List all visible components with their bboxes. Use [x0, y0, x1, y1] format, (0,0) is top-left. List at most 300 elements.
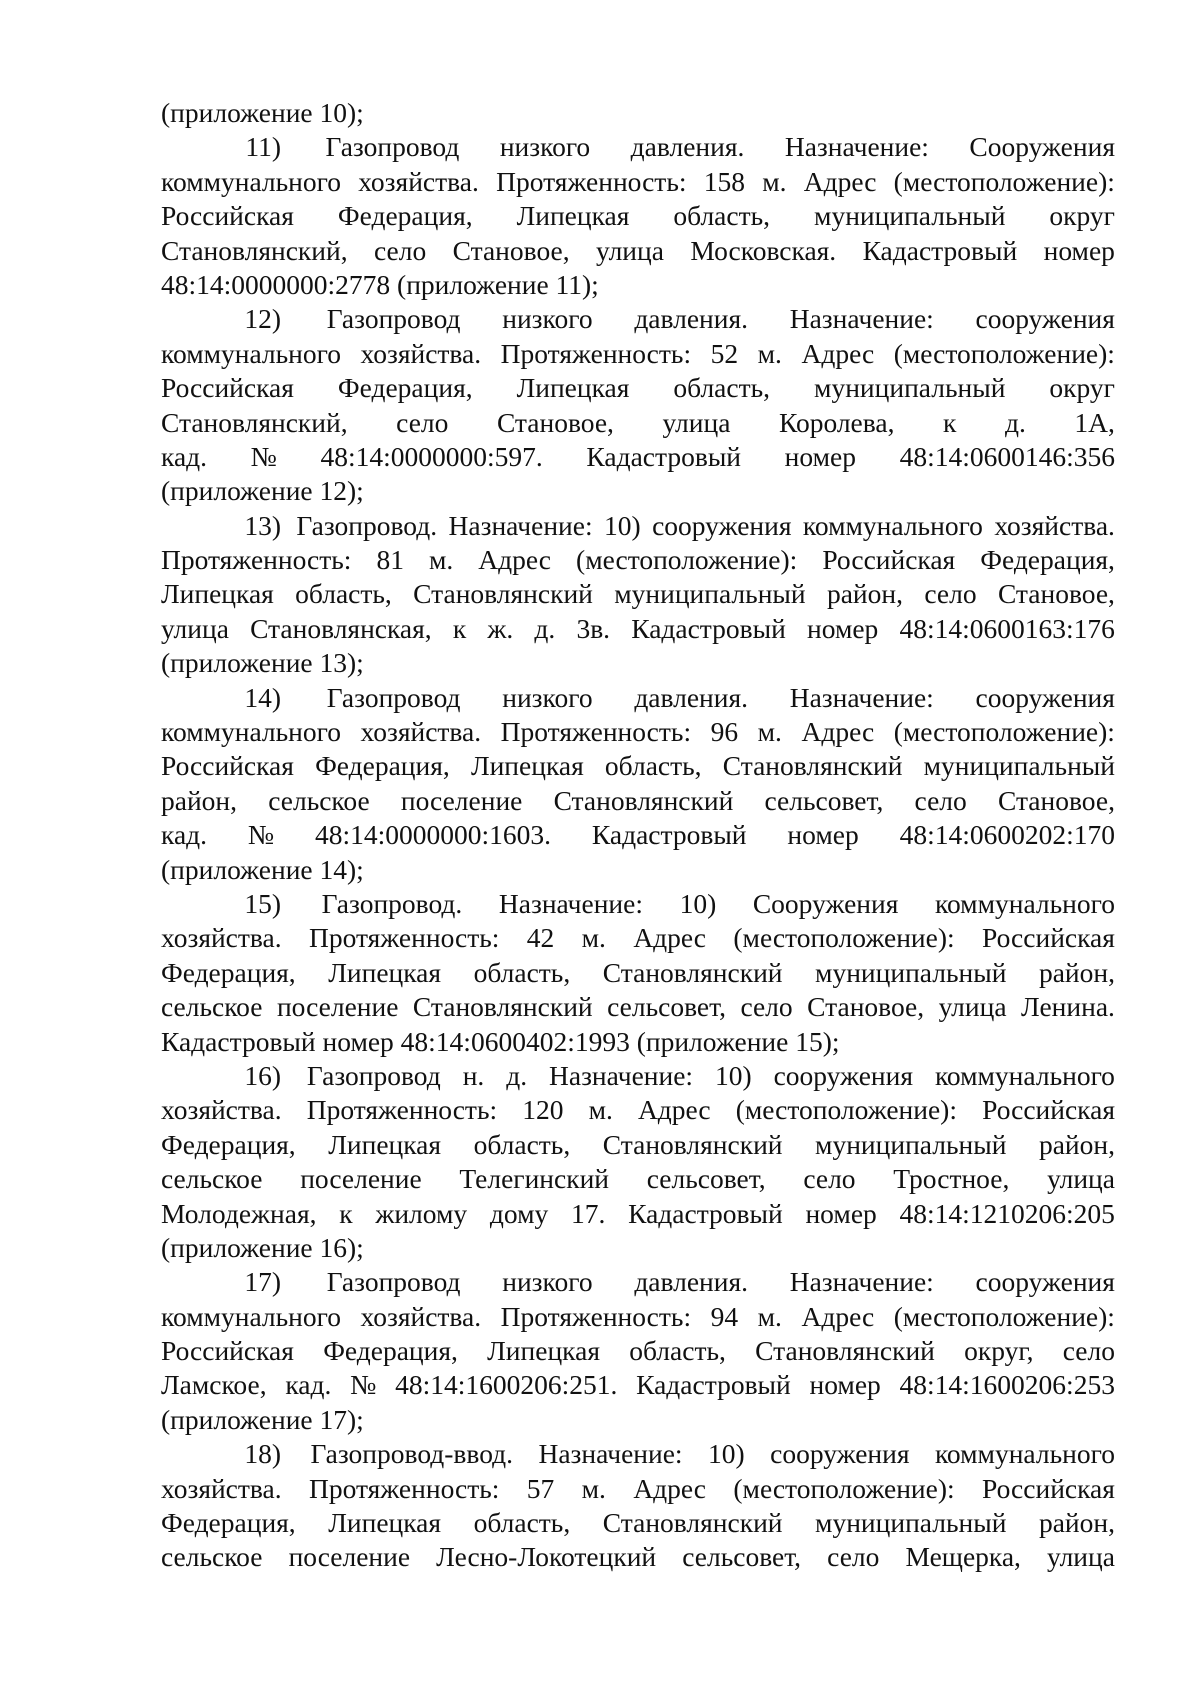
word: хозяйства. [161, 1094, 282, 1126]
word: хозяйства. [161, 922, 282, 954]
word: коммунального [934, 887, 1115, 919]
text-line [161, 749, 1115, 783]
line-text: 48:14:0000000:2778 (приложение 11); [161, 268, 599, 300]
word: (местоположение): [893, 1300, 1115, 1332]
word: м. [757, 1300, 782, 1332]
word: муниципальный [815, 956, 1007, 988]
text-line [161, 818, 1115, 852]
word: Молодежная, [161, 1197, 317, 1229]
text-line [161, 406, 1115, 440]
word: Адрес [801, 716, 875, 748]
word: сельсовет, [607, 991, 726, 1023]
text-line [161, 646, 1115, 680]
word: муниципальный [815, 1507, 1007, 1539]
line-content [236, 509, 1115, 543]
line-content [161, 1368, 1115, 1402]
word: 10) [715, 1059, 752, 1091]
line-content [161, 921, 1115, 955]
text-line [161, 1300, 1115, 1334]
word: номер [807, 612, 879, 644]
word: Становлянский [413, 578, 593, 610]
word: Лесно-Локотецкий [436, 1541, 657, 1573]
word: село [803, 1163, 856, 1195]
word: Становлянский [412, 991, 593, 1023]
word: 1А, [1074, 406, 1115, 438]
word: сельское [161, 1163, 263, 1195]
line-content [161, 1093, 1115, 1127]
word: 10) [679, 887, 717, 919]
word: улица [596, 234, 664, 266]
word: район, [1038, 1507, 1115, 1539]
word: коммунального [934, 1059, 1115, 1091]
word: область, [473, 956, 571, 988]
word: село [924, 578, 977, 610]
word: Становлянский, [161, 406, 348, 438]
list-item-start-line [161, 1437, 1115, 1471]
word: № [247, 819, 275, 851]
word: кад. [161, 819, 208, 851]
text-line [161, 784, 1115, 818]
text-line [161, 612, 1115, 646]
line-content [161, 1334, 1115, 1368]
word: область, [473, 1128, 571, 1160]
text-line [161, 1368, 1115, 1402]
word: коммунального [161, 165, 341, 197]
text-line [161, 853, 1115, 887]
line-text: (приложение 10); [161, 97, 364, 128]
word: м. [428, 544, 454, 576]
word: Липецкая [516, 372, 630, 404]
word: Российская [982, 1094, 1115, 1126]
word: сельское [161, 1541, 263, 1573]
word: к [339, 1197, 353, 1229]
word: Протяженность: [500, 716, 692, 748]
word: Федерация, [337, 200, 473, 232]
line-content [161, 956, 1115, 990]
word: к [452, 612, 467, 644]
text-line [161, 440, 1115, 474]
text-line [161, 165, 1115, 199]
line-content [161, 1472, 1115, 1506]
item-number: 18) [244, 1438, 281, 1470]
word: Российская [822, 544, 956, 576]
word: Российская [161, 372, 294, 404]
word: Газопровод [325, 131, 460, 163]
word: Становлянский [722, 750, 903, 782]
word: Становое, [997, 784, 1115, 816]
word: 120 [522, 1094, 564, 1126]
list-item-start-line [161, 1059, 1115, 1093]
text-line [161, 577, 1115, 611]
word: 158 [703, 165, 745, 197]
line-text: (приложение 16); [161, 1231, 364, 1263]
text-line [161, 1403, 1115, 1437]
word: кад. [285, 1369, 332, 1401]
word: (местоположение): [733, 922, 955, 954]
word: 10) [708, 1438, 745, 1470]
word: давления. [634, 1266, 749, 1298]
word: м. [581, 922, 606, 954]
line-content [161, 784, 1115, 818]
word: Протяженность: [496, 165, 687, 197]
word: Мещерка, [905, 1541, 1021, 1573]
word: Федерация, [315, 750, 450, 782]
word: 17. [571, 1197, 606, 1229]
line-content [236, 302, 1115, 336]
word: номер [787, 819, 859, 851]
list-item-start-line [161, 509, 1115, 543]
word: сооружения [975, 1266, 1115, 1298]
line-content [161, 1300, 1115, 1334]
text-line [161, 990, 1115, 1024]
word: номер [1043, 234, 1115, 266]
item-number: 12) [244, 303, 281, 335]
item-number: 16) [244, 1059, 281, 1091]
word: м. [762, 165, 787, 197]
word: Липецкая [328, 956, 442, 988]
word: улица [662, 406, 731, 438]
word: коммунального [161, 337, 341, 369]
word: м. [757, 337, 782, 369]
word: сооружения [975, 303, 1115, 335]
word: Липецкая [328, 1507, 442, 1539]
word: Федерация, [980, 544, 1115, 576]
word: сооружения [652, 509, 792, 541]
word: 48:14:1210206:205 [899, 1197, 1115, 1229]
word: Сооружения [969, 131, 1115, 163]
text-line [161, 921, 1115, 955]
line-content [236, 1059, 1115, 1093]
word: коммунального [161, 1300, 341, 1332]
word: Ленина. [1021, 991, 1115, 1023]
word: д. [506, 1059, 528, 1091]
word: Становлянский [553, 784, 734, 816]
word: Ламское, [161, 1369, 267, 1401]
word: Федерация, [161, 1507, 296, 1539]
word: давления. [630, 131, 745, 163]
word: Газопровод [326, 303, 461, 335]
word: Адрес [801, 337, 875, 369]
word: н. [462, 1059, 485, 1091]
word: Адрес [478, 544, 551, 576]
line-content [236, 681, 1115, 715]
line-content [161, 1197, 1115, 1231]
word: улица [938, 991, 1007, 1023]
text-line [161, 1506, 1115, 1540]
text-line [161, 1540, 1115, 1574]
word: Российская [161, 200, 294, 232]
word: № [250, 440, 277, 472]
word: Становое, [452, 234, 570, 266]
word: Газопровод [326, 1266, 461, 1298]
text-line [161, 96, 1115, 130]
word: 42 [526, 922, 555, 954]
word: Газопровод [306, 1059, 441, 1091]
word: муниципальный [814, 372, 1006, 404]
word: 3в. [576, 612, 611, 644]
line-content [161, 1128, 1115, 1162]
word: улица [1047, 1163, 1115, 1195]
word: давления. [634, 303, 749, 335]
word: область, [629, 1335, 726, 1367]
word: сельсовет, [682, 1541, 802, 1573]
line-content [161, 1025, 1115, 1059]
word: (местоположение): [733, 1472, 955, 1504]
text-line [161, 1162, 1115, 1196]
word: 94 [710, 1300, 739, 1332]
text-line [161, 543, 1115, 577]
word: м. [581, 1472, 606, 1504]
word: Адрес [803, 165, 877, 197]
word: Назначение: [789, 303, 934, 335]
line-content [161, 199, 1115, 233]
list-item-start-line [161, 1265, 1115, 1299]
word: дому [489, 1197, 549, 1229]
list-item-start-line [161, 130, 1115, 164]
word: Кадастровый [591, 819, 747, 851]
word: Становое, [496, 406, 614, 438]
word: № [350, 1369, 377, 1401]
word: Протяженность: [161, 544, 352, 576]
word: округ, [964, 1335, 1034, 1367]
line-content [161, 268, 1115, 302]
line-content [161, 543, 1115, 577]
word: округ [1049, 372, 1115, 404]
word: Липецкая [161, 578, 274, 610]
line-content [161, 990, 1115, 1024]
word: Адрес [801, 1300, 875, 1332]
word: поселение [276, 991, 399, 1023]
word: сельское [268, 784, 370, 816]
line-content [161, 577, 1115, 611]
word: село [827, 1541, 880, 1573]
word: Липецкая [516, 200, 630, 232]
word: область, [295, 578, 392, 610]
text-line [161, 715, 1115, 749]
line-content [161, 96, 1115, 130]
word: (местоположение): [735, 1094, 957, 1126]
word: Газопровод. [296, 509, 438, 541]
word: 48:14:0600163:176 [899, 612, 1115, 644]
word: село [374, 234, 427, 266]
word: низкого [502, 303, 593, 335]
word: Становлянский [602, 1507, 783, 1539]
list-item-start-line [161, 681, 1115, 715]
line-content [161, 337, 1115, 371]
line-content [236, 1265, 1115, 1299]
word: 48:14:0000000:597. [320, 440, 543, 472]
word: Липецкая [328, 1128, 442, 1160]
word: коммунального [161, 716, 341, 748]
text-line [161, 1025, 1115, 1059]
word: Сооружения [752, 887, 899, 919]
line-content [236, 1437, 1115, 1471]
word: (местоположение): [576, 544, 798, 576]
word: улица [1047, 1541, 1115, 1573]
word: д. [534, 612, 556, 644]
word: сельсовет, [646, 1163, 766, 1195]
word: сельское [161, 991, 263, 1023]
word: Федерация, [161, 956, 296, 988]
word: давления. [634, 681, 749, 713]
line-text: (приложение 13); [161, 647, 364, 679]
word: Российская [982, 922, 1115, 954]
word: 96 [710, 716, 739, 748]
text-line [161, 371, 1115, 405]
word: округ [1049, 200, 1115, 232]
word: поселение [288, 1541, 411, 1573]
word: хозяйства. [161, 1472, 282, 1504]
word: Адрес [637, 1094, 711, 1126]
word: Федерация, [323, 1335, 458, 1367]
word: муниципальный [815, 1128, 1007, 1160]
line-text: (приложение 17); [161, 1403, 364, 1435]
word: Федерация, [337, 372, 473, 404]
word: Липецкая [487, 1335, 600, 1367]
document-page [161, 96, 1115, 1575]
text-line [161, 337, 1115, 371]
line-content [161, 165, 1115, 199]
word: 48:14:1600206:253 [899, 1369, 1115, 1401]
word: район, [1038, 956, 1115, 988]
word: поселение [400, 784, 523, 816]
word: поселение [300, 1163, 422, 1195]
word: кад. [161, 440, 208, 472]
word: Тростное, [893, 1163, 1010, 1195]
line-content [161, 853, 1115, 887]
word: хозяйства. [358, 165, 479, 197]
word: сооружения [773, 1059, 914, 1091]
text-line [161, 956, 1115, 990]
line-content [161, 474, 1115, 508]
word: к [943, 406, 957, 438]
line-content [161, 1540, 1115, 1574]
word: номер [805, 1197, 877, 1229]
line-content [161, 406, 1115, 440]
word: Телегинский [459, 1163, 610, 1195]
line-content [161, 234, 1115, 268]
word: Протяженность: [306, 1094, 498, 1126]
word: Становлянский [755, 1335, 935, 1367]
word: село [914, 784, 967, 816]
word: коммунального [934, 1438, 1115, 1470]
word: 48:14:0600202:170 [899, 819, 1115, 851]
word: номер [784, 440, 856, 472]
word: м. [588, 1094, 613, 1126]
word: д. [1004, 406, 1026, 438]
word: 57 [526, 1472, 555, 1504]
list-item-start-line [161, 302, 1115, 336]
word: коммунального [802, 509, 983, 541]
word: область, [673, 372, 771, 404]
word: Российская [161, 750, 294, 782]
text-line [161, 1231, 1115, 1265]
item-number: 11) [245, 131, 281, 163]
word: (местоположение): [893, 337, 1115, 369]
word: область, [673, 200, 771, 232]
word: Липецкая [470, 750, 584, 782]
word: сельсовет, [764, 784, 884, 816]
word: муниципальный [614, 578, 806, 610]
word: сооружения [975, 681, 1115, 713]
item-number: 15) [244, 887, 281, 919]
word: Адрес [633, 922, 707, 954]
word: Адрес [633, 1472, 707, 1504]
line-content [161, 818, 1115, 852]
text-line [161, 268, 1115, 302]
word: Кадастровый [862, 234, 1018, 266]
word: хозяйства. [360, 716, 482, 748]
line-content [161, 1231, 1115, 1265]
word: хозяйства. [994, 509, 1115, 541]
line-content [161, 440, 1115, 474]
word: сооружения [770, 1438, 910, 1470]
line-content [236, 130, 1115, 164]
word: Назначение: [538, 1438, 683, 1470]
line-content [161, 371, 1115, 405]
word: Газопровод [326, 681, 461, 713]
word: Протяженность: [308, 1472, 500, 1504]
line-content [161, 646, 1115, 680]
word: муниципальный [923, 750, 1115, 782]
word: Федерация, [161, 1128, 296, 1160]
word: (местоположение): [893, 716, 1115, 748]
line-text: Кадастровый номер 48:14:0600402:1993 (приложение 15); [161, 1025, 840, 1057]
word: Кадастровый [586, 440, 742, 472]
text-line [161, 1093, 1115, 1127]
word: Газопровод-ввод. [310, 1438, 514, 1470]
word: район, [161, 784, 238, 816]
word: Кадастровый [628, 1197, 783, 1229]
word: Протяженность: [500, 1300, 692, 1332]
item-number: 13) [244, 509, 281, 541]
word: Российская [161, 1335, 294, 1367]
word: Назначение: [789, 681, 934, 713]
word: село [1062, 1335, 1115, 1367]
line-text: (приложение 14); [161, 853, 364, 885]
word: Становлянский, [161, 234, 348, 266]
word: 81 [376, 544, 404, 576]
line-content [161, 1162, 1115, 1196]
word: Протяженность: [308, 922, 500, 954]
word: хозяйства. [360, 1300, 482, 1332]
line-content [161, 1506, 1115, 1540]
word: низкого [502, 1266, 593, 1298]
word: Российская [982, 1472, 1115, 1504]
word: жилому [375, 1197, 468, 1229]
item-number: 14) [244, 681, 281, 713]
text-line [161, 1334, 1115, 1368]
word: Становлянский [602, 1128, 783, 1160]
word: Протяженность: [500, 337, 692, 369]
word: Газопровод. [321, 887, 463, 919]
word: Становлянская, [250, 612, 432, 644]
line-content [236, 887, 1115, 921]
word: Назначение: [784, 131, 929, 163]
word: Становое, [807, 991, 925, 1023]
word: (местоположение): [893, 165, 1115, 197]
word: Становлянский [602, 956, 783, 988]
line-content [161, 715, 1115, 749]
line-text: (приложение 12); [161, 475, 364, 507]
list-item-start-line [161, 887, 1115, 921]
word: Назначение: [789, 1266, 934, 1298]
text-line [161, 199, 1115, 233]
word: номер [809, 1369, 881, 1401]
word: район, [1038, 1128, 1115, 1160]
word: Королева, [778, 406, 895, 438]
text-line [161, 1128, 1115, 1162]
